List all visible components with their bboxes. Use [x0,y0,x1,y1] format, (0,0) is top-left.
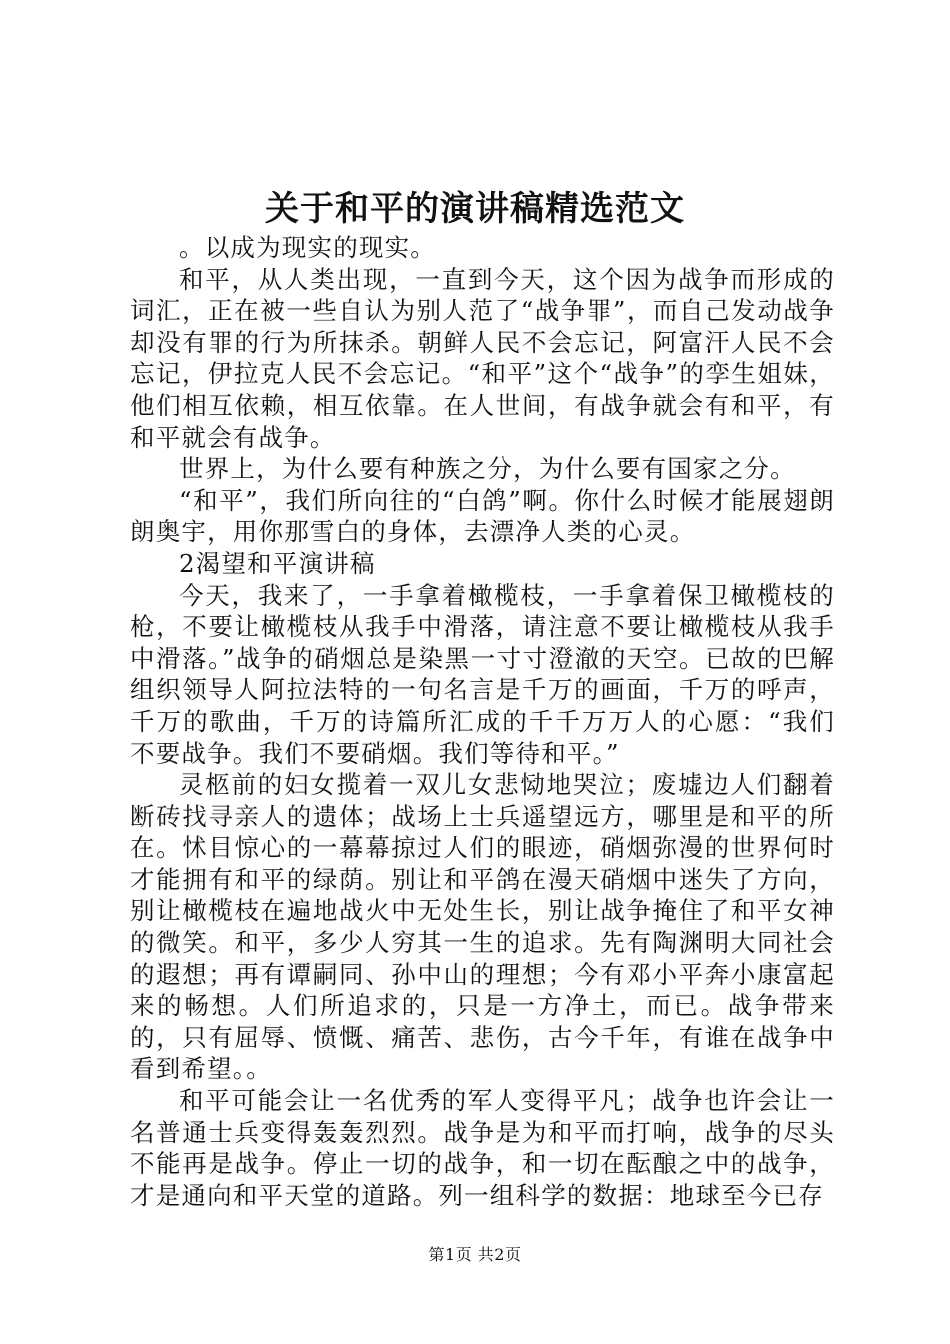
document-body [130,232,835,1211]
paragraph: 和平可能会让一名优秀的军人变得平凡；战争也许会让一名普通士兵变得轰轰烈烈。战争是为和平而打响，战争的尽头不能再是战争。停止一切的战争，和一切在酝酿之中的战争，才是通向和平天堂的道路。列一组科学的数据：地球至今已存 [130,1086,835,1210]
paragraph: 今天，我来了，一手拿着橄榄枝，一手拿着保卫橄榄枝的枪，不要让橄榄枝从我手中滑落，请注意不要让橄榄枝从我手中滑落。”战争的硝烟总是染黑一寸寸澄澈的天空。已故的巴解组织领导人阿拉法特的一句名言是千万的画面，千万的呼声，千万的歌曲，千万的诗篇所汇成的千千万万人的心愿：“我们不要战争。我们不要硝烟。我们等待和平。” [130,580,835,768]
document-title: 关于和平的演讲稿精选范文 [265,189,685,229]
paragraph: 世界上，为什么要有种族之分，为什么要有国家之分。 [179,454,796,484]
page-number-footer: 第1页 共2页 [428,1245,522,1264]
paragraph: 灵柩前的妇女揽着一双儿女悲恸地哭泣；废墟边人们翻着断砖找寻亲人的遗体；战场上士兵遥望远方，哪里是和平的所在。怵目惊心的一幕幕掠过人们的眼迹，硝烟弥漫的世界何时才能拥有和平的绿荫。别让和平鸽在漫天硝烟中迷失了方向，别让橄榄枝在遍地战火中无处生长，别让战争掩住了和平女神的微笑。和平，多少人穷其一生的追求。先有陶渊明大同社会的遐想；再有谭嗣同、孙中山的理想；今有邓小平奔小康富起来的畅想。人们所追求的，只是一方净土，而已。战争带来的，只有屈辱、愤慨、痛苦、悲伤，古今千年，有谁在战争中看到希望。。 [130,770,835,1084]
paragraph: 。以成为现实的现实。 [179,233,436,262]
paragraph: 和平，从人类出现，一直到今天，这个因为战争而形成的词汇，正在被一些自认为别人范了“战争罪”，而自己发动战争却没有罪的行为所抹杀。朝鲜人民不会忘记，阿富汗人民不会忘记，伊拉克人民不会忘记。“和平”这个“战争”的孪生姐妹，他们相互依赖，相互依靠。在人世间，有战争就会有和平，有和平就会有战争。 [130,264,835,452]
section-heading: 2渴望和平演讲稿 [179,548,376,578]
paragraph: “和平”，我们所向往的“白鸽”啊。你什么时候才能展翅朗朗奥宇，用你那雪白的身体，去漂净人类的心灵。 [130,485,835,547]
